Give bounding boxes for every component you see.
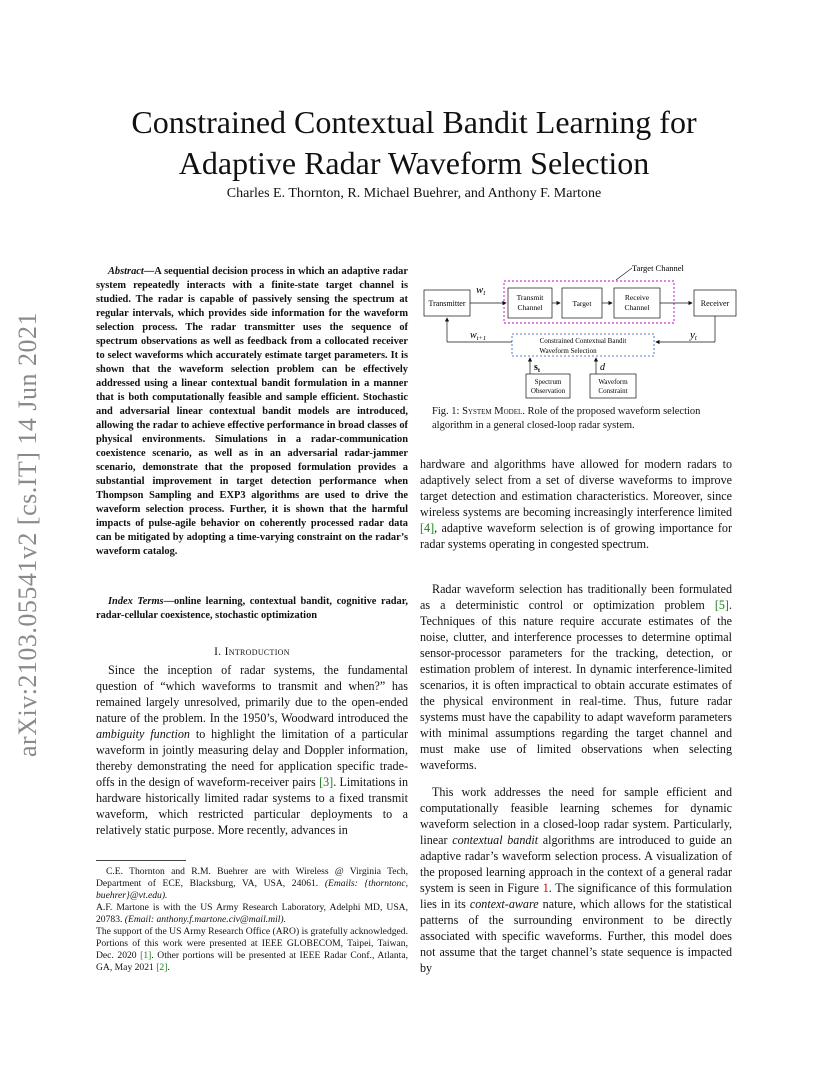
footnote-3: The support of the US Army Research Office (ARO) is gratefully acknowledged. Portions of this work were presented at IEEE GLOBECOM, Taipei, Taiwan, Dec. 2020 [1]. Other portions will be presented at IEEE Radar Conf., Atlanta, GA, May 2021 [2].: [96, 926, 408, 973]
authors: Charles E. Thornton, R. Michael Buehrer, and Anthony F. Martone: [226, 186, 602, 201]
svg-text:Observation: Observation: [530, 387, 566, 395]
svg-text:yt: yt: [690, 329, 697, 342]
svg-text:Target: Target: [572, 299, 592, 308]
abstract-text: —A sequential decision process in which an adaptive radar system repeatedly interacts with a finite-state target channel is studied. The radar is capable of passively sensing the spectrum at regular intervals, which provides side information for the waveform selection process. The radar transmitter uses the sequence of spectrum observations as well as feedback from a collocated receiver to select waveforms which accurately estimate target parameters. It is shown that the waveform selection problem can be effectively addressed using a linear contextual bandit formulation in a manner that is both computationally feasible and sample efficient. Stochastic and adversarial linear contextual bandit models are introduced, allowing the radar to achieve effective performance in broad classes of physical environments. Simulations in a radar-communication coexistence scenario, as well as in an adversarial radar-jammer scenario, demonstrate that the proposed formulation provides a substantial improvement in target detection performance when Thompson Sampling and EXP3 algorithms are used to drive the waveform selection process. Further, it is shown that the harmful impacts of pulse-agile behavior on coherently processed radar data can be mitigated by adopting a time-varying constraint on the radar’s waveform catalog.: [96, 266, 408, 557]
citation-2[interactable]: [2]: [156, 962, 168, 973]
svg-text:Constrained Contextual Bandit: Constrained Contextual Bandit: [539, 337, 627, 345]
index-terms: [96, 595, 408, 623]
figure-1-reference[interactable]: 1: [542, 881, 549, 895]
svg-text:Receiver: Receiver: [700, 299, 730, 308]
index-text: —online learning, contextual bandit, cognitive radar, radar-cellular coexistence, stochastic optimization: [96, 596, 408, 621]
index-label: Index Terms: [108, 596, 164, 607]
section-heading: I. Introduction: [214, 646, 290, 658]
svg-text:Channel: Channel: [624, 303, 650, 312]
target-channel-label: Target Channel: [632, 263, 684, 273]
svg-text:wt+1: $w_{t+1}$: [470, 330, 487, 342]
paper-title: [60, 102, 768, 184]
footnotes: [96, 866, 408, 974]
transmitter-label: Transmitter: [428, 299, 466, 308]
svg-text:d: d: [600, 362, 605, 373]
svg-text:Channel: Channel: [517, 303, 543, 312]
svg-text:wt: wt: [476, 284, 486, 297]
abstract-label: Abstract: [108, 266, 144, 277]
footnote-1: C.E. Thornton and R.M. Buehrer are with Wireless @ Virginia Tech, Department of ECE, Blacksburg, VA, USA, 24061. (Emails: {thorntonc, buehrer}@vt.edu).: [96, 866, 409, 901]
title-line-1: Constrained Contextual Bandit Learning for: [131, 104, 697, 140]
figure-1-system-model: [420, 262, 740, 412]
citation-3[interactable]: [3]: [319, 775, 334, 789]
abstract: [96, 265, 408, 559]
right-paragraph-3: This work addresses the need for sample efficient and computationally feasible learning schemes for dynamic waveform selection in a closed-loop radar system. Particularly, linear contextual bandit algorithms are introduced to guide an adaptive radar’s waveform selection process. A visualization of the proposed learning approach in the context of a general radar system is seen in Figure 1. The significance of this formulation lies in its context-aware nature, which allows for the statistical patterns of the surrounding environment to be directly associated with specific waveforms. Further, this model does not assume that the target channel’s state sequence is impacted by: [420, 785, 732, 975]
arxiv-stamp-text: arXiv:2103.05541v2 [cs.IT] 14 Jun 2021: [13, 311, 42, 757]
right-paragraph-1: hardware and algorithms have allowed for modern radars to adaptively select from a set of diverse waveforms to improve target detection and estimation characteristics. Moreover, since wireless systems are becoming increasingly interference limited [4], adaptive waveform selection is of growing importance for radar systems operating in congested spectrum.: [420, 457, 732, 551]
arxiv-stamp: [6, 262, 46, 762]
svg-text:Constraint: Constraint: [598, 387, 628, 395]
intro-paragraph: Since the inception of radar systems, the fundamental question of “which waveforms to transmit and when?” has remained largely unresolved, primarily due to the open-ended nature of the problem. In the 1950’s, Woodward introduced the ambiguity function to highlight the limitation of a particular waveform in jointly measuring delay and Doppler information, thereby demonstrating the need for application specific trade-offs in the design of waveform-receiver pairs [3]. Limitations in hardware historically limited radar systems to a fixed transmit waveform, which restricted particular deployments to a relatively static purpose. More recently, advances in: [96, 663, 408, 837]
svg-text:Waveform Selection: Waveform Selection: [539, 347, 597, 355]
svg-text:Spectrum: Spectrum: [534, 378, 562, 386]
svg-text:Transmit: Transmit: [516, 293, 544, 302]
title-line-2: Adaptive Radar Waveform Selection: [178, 145, 650, 181]
footnote-rule: [96, 860, 186, 861]
citation-1[interactable]: [1]: [140, 950, 152, 961]
svg-text:Waveform: Waveform: [598, 378, 628, 386]
right-paragraph-2: Radar waveform selection has traditionally been formulated as a deterministic control or optimization problem [5]. Techniques of this nature require accurate estimates of the noise, clutter, and interference processes to determine optimal sensor-processor parameters for the tracking, detection, or estimation problem of interest. In dynamic interference-limited scenarios, it is often impractical to obtain accurate estimates of the physical environment in real-time. Thus, future radar systems must have the capability to adapt waveform parameters with minimal assumptions regarding the target channel and must make use of limited observations when selecting waveforms.: [420, 582, 732, 772]
footnote-2: A.F. Martone is with the US Army Research Laboratory, Adelphi MD, USA, 20783. (Email: anthony.f.martone.civ@mail.mil).: [96, 902, 408, 925]
figure-1-caption: Fig. 1: System Model. Role of the proposed waveform selection algorithm in a general closed-loop radar system.: [432, 406, 701, 431]
citation-4[interactable]: [4]: [420, 521, 435, 535]
svg-text:Receive: Receive: [624, 293, 650, 302]
citation-5[interactable]: [5]: [714, 598, 729, 612]
svg-text:st: $s_t$: [534, 362, 541, 374]
